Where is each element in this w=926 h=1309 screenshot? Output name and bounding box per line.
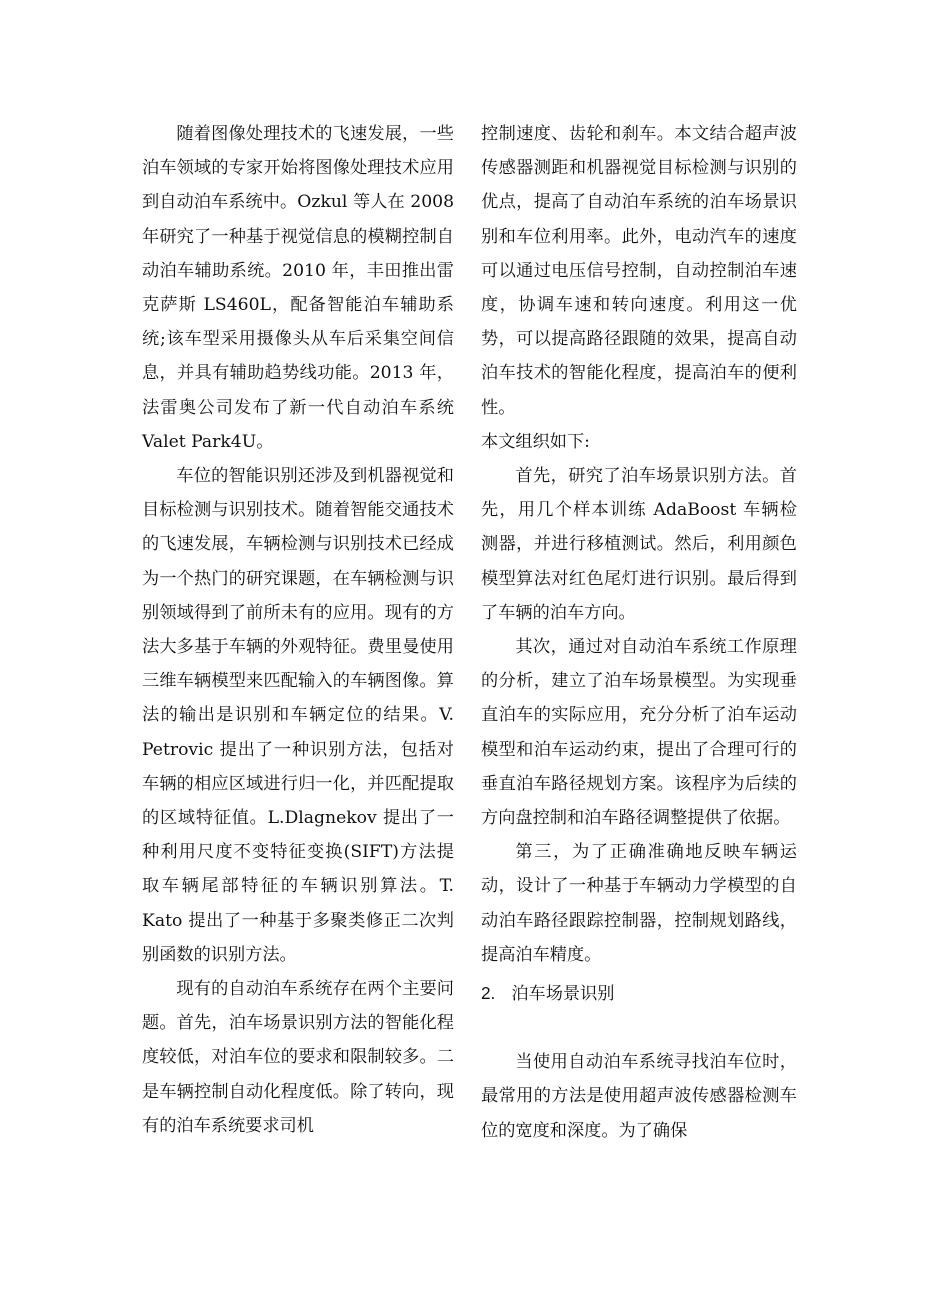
right-column xyxy=(481,117,797,1148)
paragraph-second: 其次，通过对自动泊车系统工作原理的分析，建立了泊车场景模型。为实现垂直泊车的实际应用，充分分析了泊车运动模型和泊车运动约束，提出了合理可行的垂直泊车路径规划方案。该程序为后续的方向盘控制和泊车路径调整提供了依据。 xyxy=(481,637,797,829)
paragraph-image-processing: 随着图像处理技术的飞速发展，一些泊车领域的专家开始将图像处理技术应用到自动泊车系统中。Ozkul 等人在 2008 年研究了一种基于视觉信息的模糊控制自动泊车辅助系统。2010 年，丰田推出雷克萨斯 LS460L，配备智能泊车辅助系统;该车型采用摄像头从车后采集空间信息，并具有辅助趋势线功能。2013 年，法雷奥公司发布了新一代自动泊车系统 Valet Park4U。 xyxy=(142,124,454,452)
paragraph-continuation: 控制速度、齿轮和刹车。本文结合超声波传感器测距和机器视觉目标检测与识别的优点，提高了自动泊车系统的泊车场景识别和车位利用率。此外，电动汽车的速度可以通过电压信号控制，自动控制泊车速度，协调车速和转向速度。利用这一优势，可以提高路径跟随的效果，提高自动泊车技术的智能化程度，提高泊车的便利性。 xyxy=(481,124,797,418)
section-title: 泊车场景识别 xyxy=(511,984,615,1005)
left-column xyxy=(142,117,454,1143)
paragraph-third: 第三，为了正确准确地反映车辆运动，设计了一种基于车辆动力学模型的自动泊车路径跟踪控制器，控制规划路线，提高泊车精度。 xyxy=(481,842,797,965)
organization-intro: 本文组织如下: xyxy=(481,431,590,452)
section-number: 2. xyxy=(481,983,496,1004)
spacer xyxy=(481,1011,797,1045)
section-heading xyxy=(481,976,797,1011)
paragraph-vehicle-detection: 车位的智能识别还涉及到机器视觉和目标检测与识别技术。随着智能交通技术的飞速发展，车辆检测与识别技术已经成为一个热门的研究课题，在车辆检测与识别领域得到了前所未有的应用。现有的方法大多基于车辆的外观特征。费里曼使用三维车辆模型来匹配输入的车辆图像。算法的输出是识别和车辆定位的结果。V. Petrovic 提出了一种识别方法，包括对车辆的相应区域进行归一化，并匹配提取的区域特征值。L.Dlagnekov 提出了一种利用尺度不变特征变换(SIFT)方法提取车辆尾部特征的车辆识别算法。T. Kato 提出了一种基于多聚类修正二次判别函数的识别方法。 xyxy=(142,466,454,965)
paragraph-first: 首先，研究了泊车场景识别方法。首先，用几个样本训练 AdaBoost 车辆检测器，并进行移植测试。然后，利用颜色模型算法对红色尾灯进行识别。最后得到了车辆的泊车方向。 xyxy=(481,466,797,623)
paragraph-section-body: 当使用自动泊车系统寻找泊车位时，最常用的方法是使用超声波传感器检测车位的宽度和深度。为了确保 xyxy=(481,1052,797,1141)
paragraph-existing-problems: 现有的自动泊车系统存在两个主要问题。首先，泊车场景识别方法的智能化程度较低，对泊车位的要求和限制较多。二是车辆控制自动化程度低。除了转向，现有的泊车系统要求司机 xyxy=(142,979,454,1136)
